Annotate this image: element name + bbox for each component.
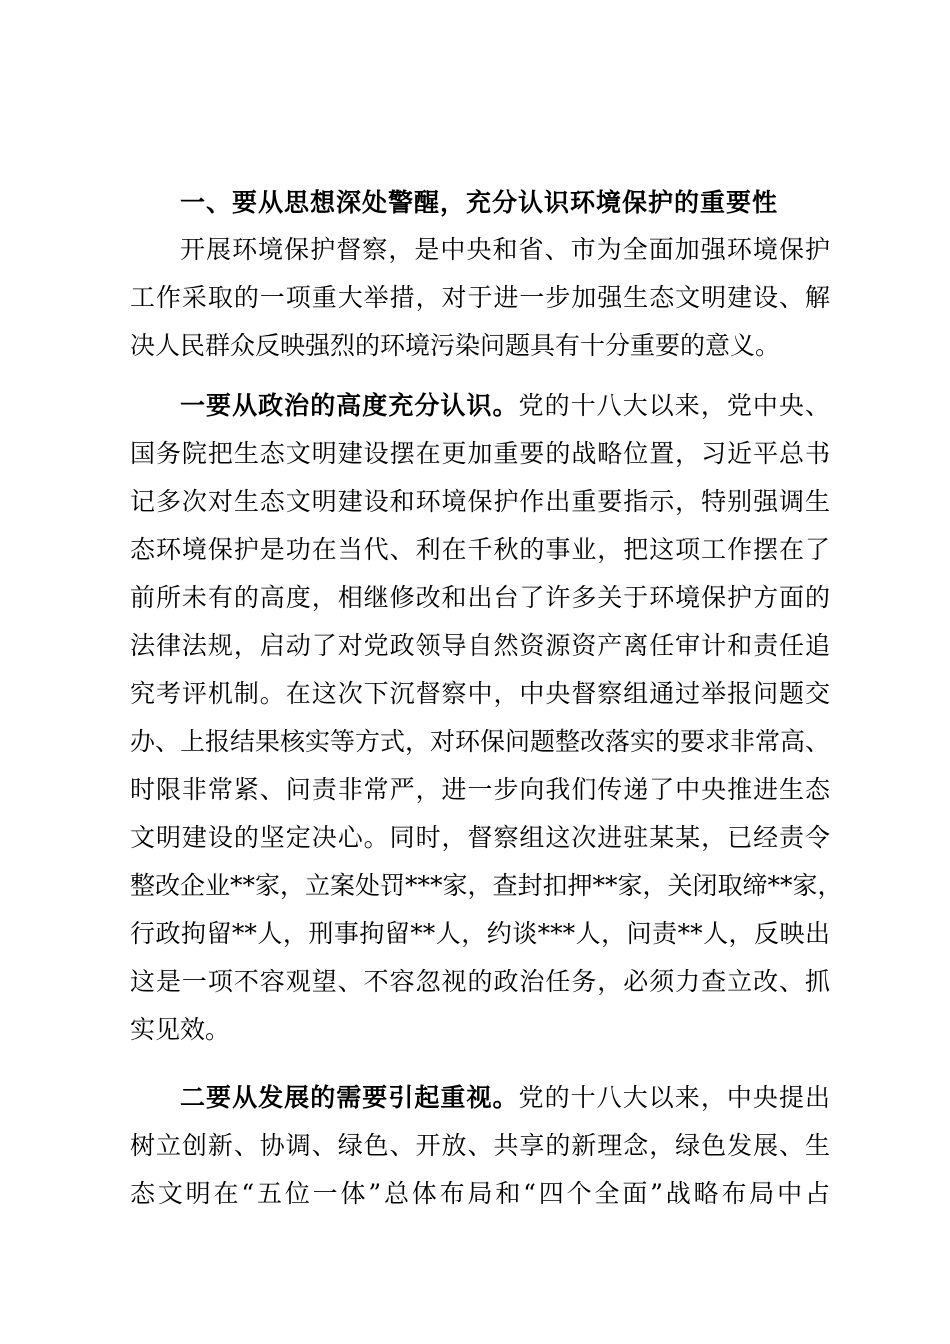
section2-first-line-rest: 党的十八大以来，中央提出: [518, 1083, 830, 1112]
section1-first-line-rest: 党的十八大以来，党中央、: [518, 391, 830, 420]
text-line: 实见效。: [130, 1015, 231, 1044]
section1-paragraph: [130, 382, 843, 1054]
text-line: [130, 382, 830, 430]
text-line: 态环境保护是功在当代、利在千秋的事业，把这项工作摆在了: [130, 535, 830, 564]
text-line: 树立创新、协调、绿色、开放、共享的新理念，绿色发展、生: [130, 1131, 830, 1160]
text-line: 态文明在“五位一体”总体布局和“四个全面”战略布局中占: [130, 1179, 830, 1208]
text-line: 法律法规，启动了对党政领导自然资源资产离任审计和责任追: [130, 631, 830, 660]
text-line: 工作采取的一项重大举措，对于进一步加强生态文明建设、解: [130, 283, 830, 312]
text-line: 文明建设的坚定决心。同时，督察组这次进驻某某，已经责令: [130, 823, 830, 852]
text-line: [130, 1074, 830, 1122]
section2-paragraph: [130, 1074, 830, 1218]
text-line: 国务院把生态文明建设摆在更加重要的战略位置，习近平总书: [130, 439, 830, 468]
section2-lead: 二要从发展的需要引起重视。: [180, 1083, 519, 1112]
text-line: 决人民群众反映强烈的环境污染问题具有十分重要的意义。: [130, 331, 781, 360]
text-line: 开展环境保护督察，是中央和省、市为全面加强环境保护: [180, 235, 830, 264]
text-line: 行政拘留**人，刑事拘留**人，约谈***人，问责**人，反映出: [130, 919, 830, 948]
text-line: 整改企业**家，立案处罚***家，查封扣押**家，关闭取缔**家，: [130, 871, 843, 900]
document-body: [130, 180, 843, 1218]
text-line: 这是一项不容观望、不容忽视的政治任务，必须力查立改、抓: [130, 967, 830, 996]
text-line: 前所未有的高度，相继修改和出台了许多关于环境保护方面的: [130, 583, 830, 612]
section-heading: 一、要从思想深处警醒，充分认识环境保护的重要性: [180, 188, 779, 217]
text-line: 记多次对生态文明建设和环境保护作出重要指示，特别强调生: [130, 487, 830, 516]
text-line: 时限非常紧、问责非常严，进一步向我们传递了中央推进生态: [130, 775, 830, 804]
text-line: 究考评机制。在这次下沉督察中，中央督察组通过举报问题交: [130, 679, 830, 708]
intro-paragraph: [130, 226, 830, 370]
text-line: 办、上报结果核实等方式，对环保问题整改落实的要求非常高、: [130, 727, 831, 756]
section1-lead: 一要从政治的高度充分认识。: [180, 391, 519, 420]
